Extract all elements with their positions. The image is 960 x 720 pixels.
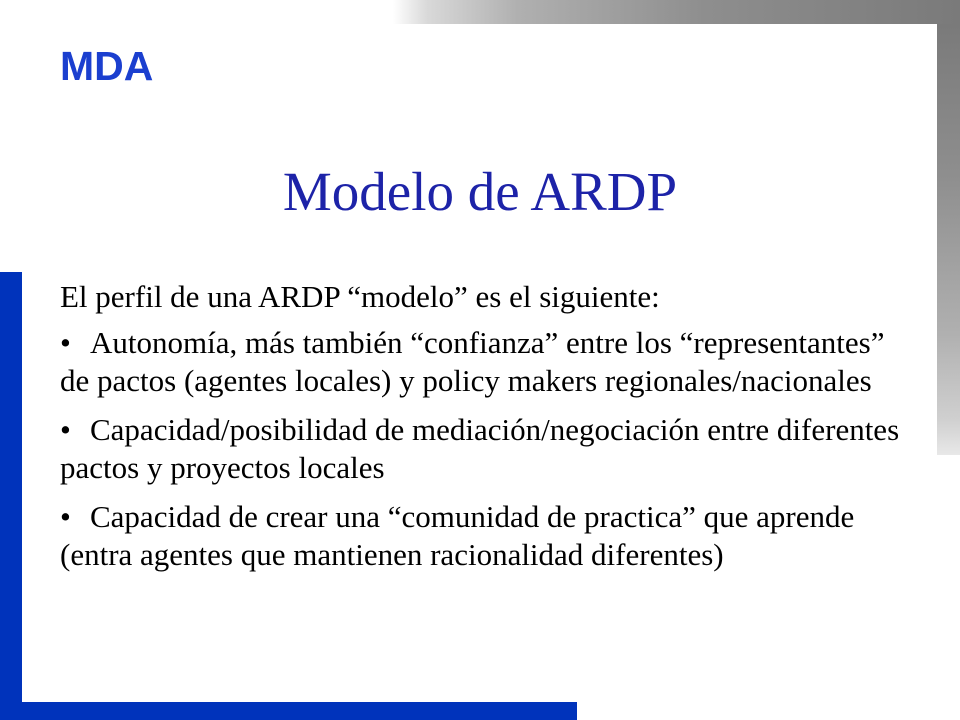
bullet-icon: • [60,499,71,534]
top-decorative-bar [393,0,960,24]
bullet-text: Capacidad de crear una “comunidad de practica” que aprende (entra agentes que mantienen racionalidad diferentes) [60,499,855,572]
slide-body [60,278,900,585]
bullet-icon: • [60,412,71,447]
intro-text: El perfil de una ARDP “modelo” es el siguiente: [60,279,660,314]
bottom-decorative-bar [0,702,577,720]
bullet-item [60,324,900,400]
bullet-text: Capacidad/posibilidad de mediación/negociación entre diferentes pactos y proyectos locales [60,412,900,485]
bullet-text: Autonomía, más también “confianza” entre los “representantes” de pactos (agentes locales) y policy makers regionales/nacionales [60,325,885,398]
bullet-list [60,324,900,574]
bullet-icon: • [60,325,71,360]
brand-label: MDA [60,43,154,89]
bullet-item [60,498,900,574]
right-decorative-bar [937,24,960,455]
bullet-item [60,411,900,487]
left-decorative-bar [0,272,22,720]
slide-title: Modelo de ARDP [282,161,678,222]
